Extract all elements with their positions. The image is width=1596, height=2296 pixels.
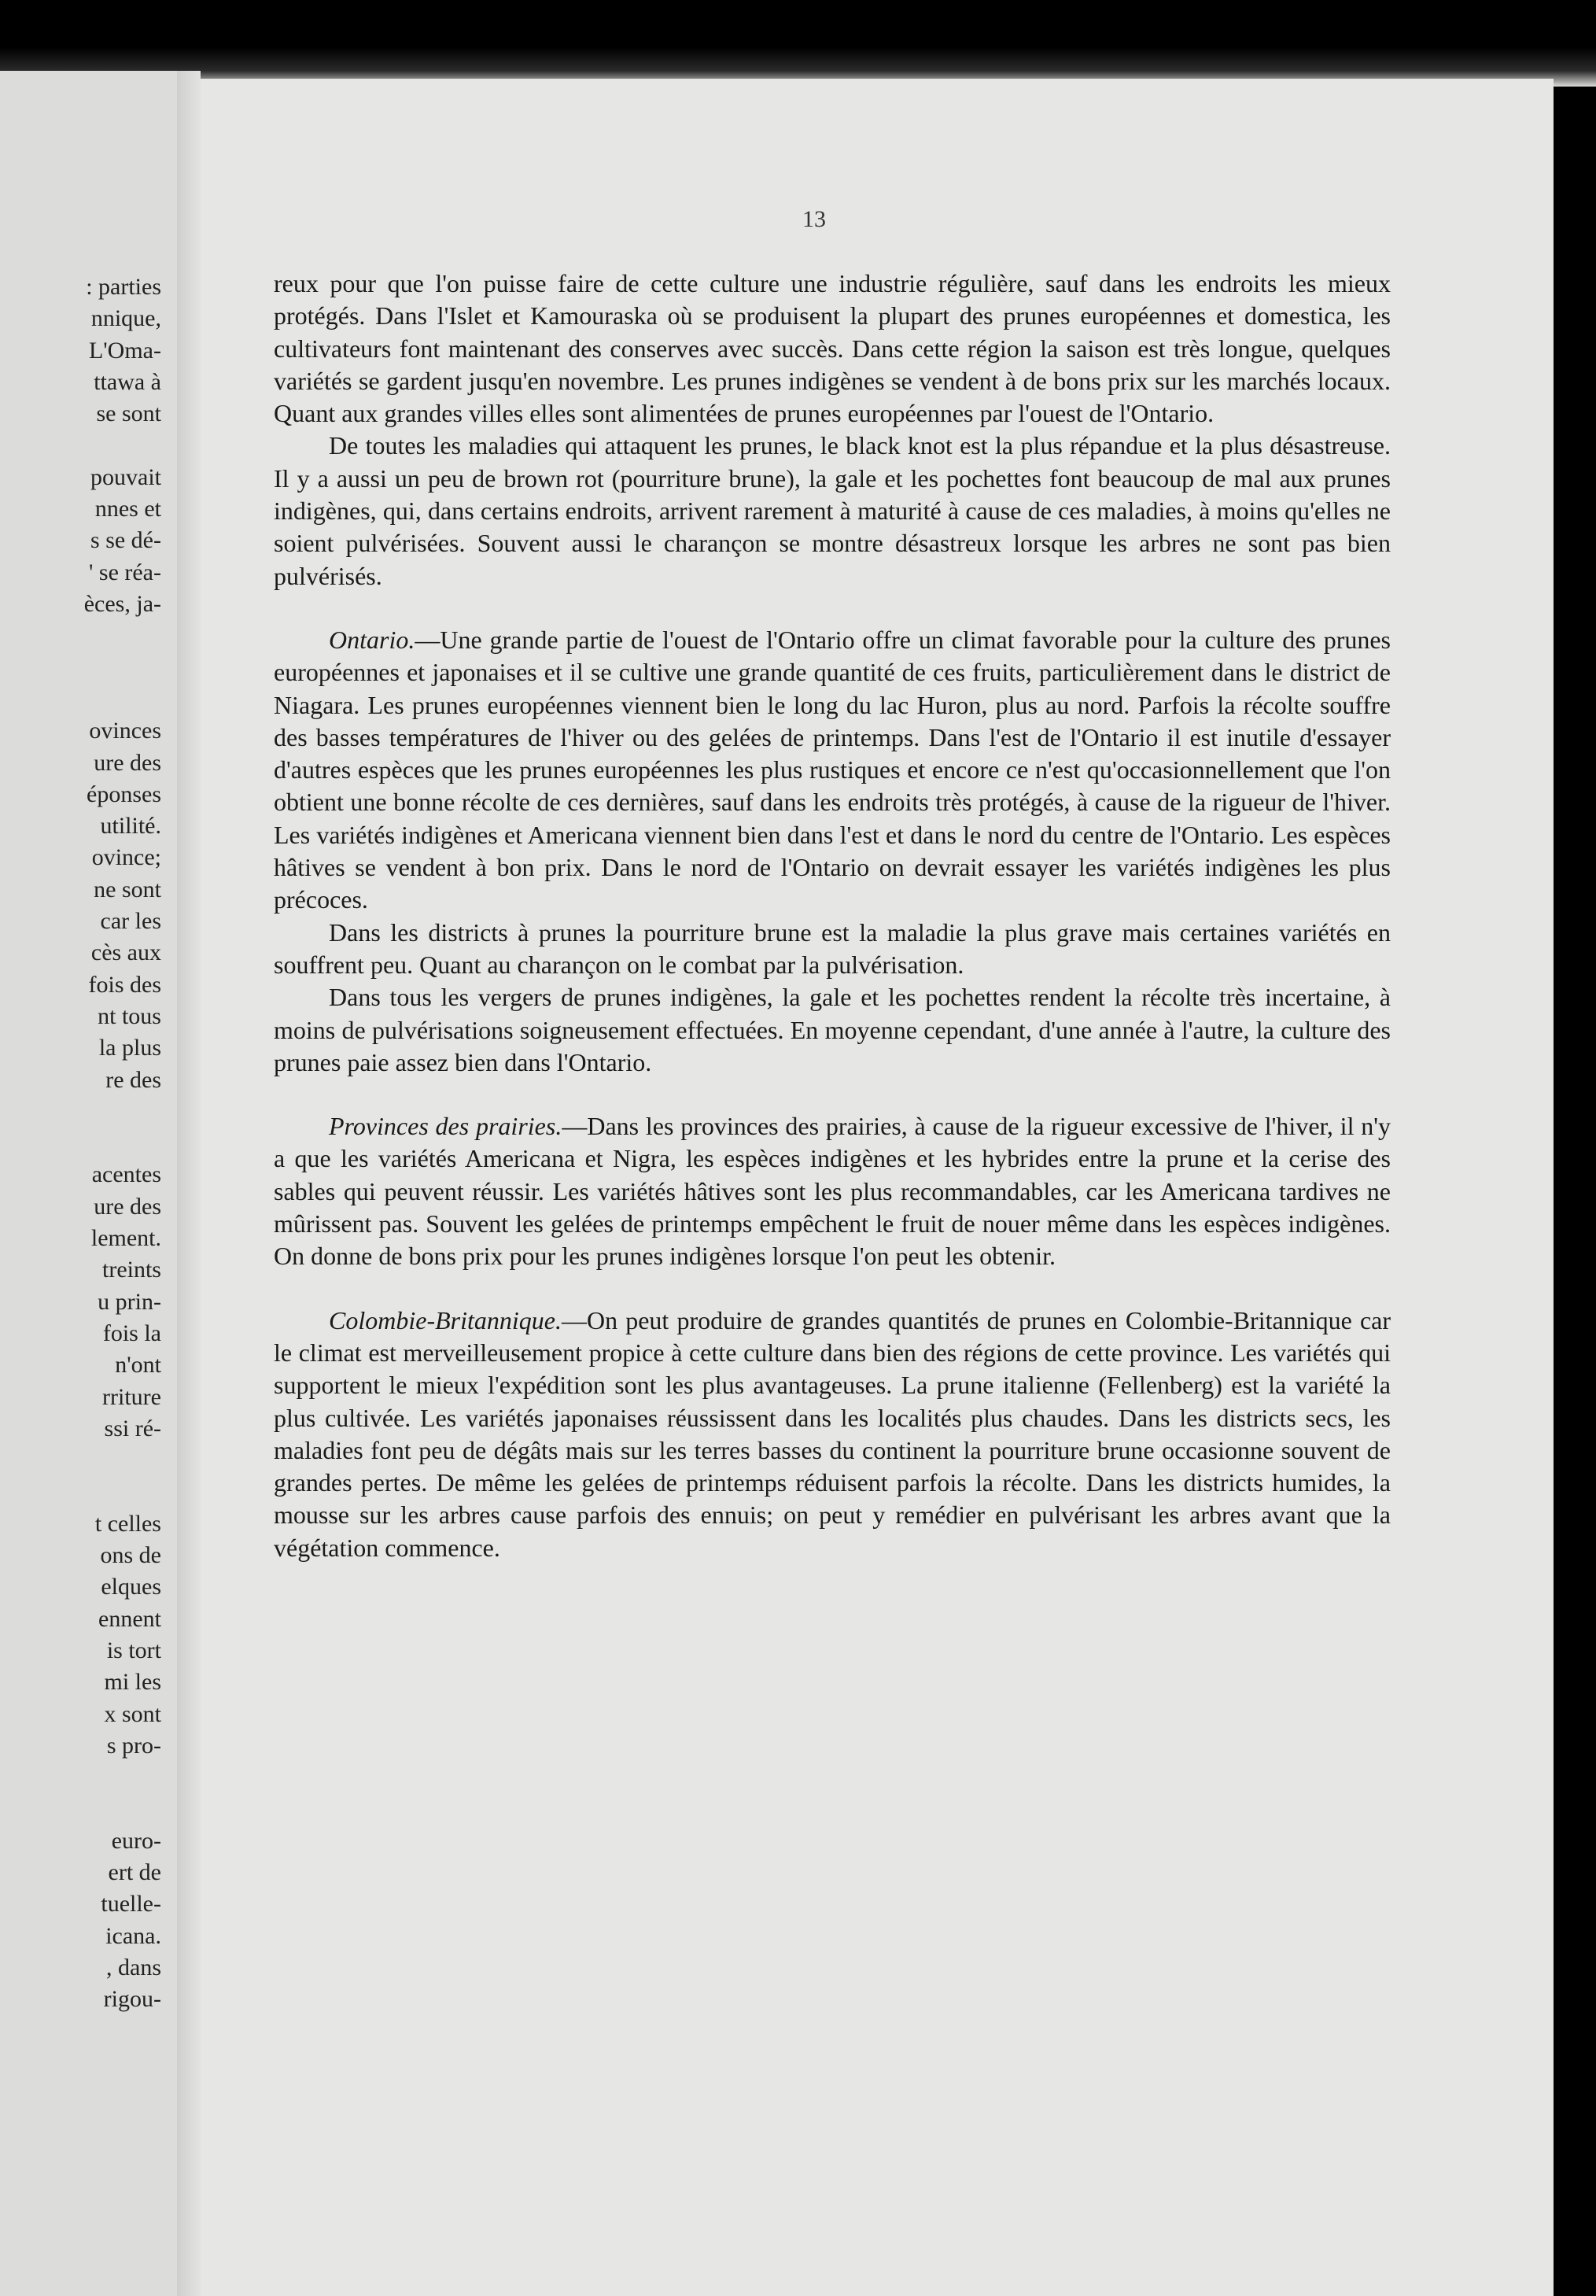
left-page-line: rigou-: [103, 1986, 161, 2013]
paragraph-text: Dans tous les vergers de prunes indigènes, la gale et les pochettes rendent la récolte très incertaine, à moins de pulvérisations soigneusement effectuées. En moyenne cependant, d'une année à l'autre, la culture des prunes paie assez bien dans l'Ontario.: [274, 983, 1391, 1076]
left-page-line: ennent: [98, 1605, 161, 1632]
left-page-line: rriture: [102, 1383, 161, 1410]
left-page-line: cès aux: [90, 939, 161, 966]
paragraph: [274, 624, 1391, 917]
paragraph-text: —On peut produire de grandes quantités de prunes en Colombie-Britannique car le climat est merveilleusement propice à cette culture dans bien des régions de cette province. Les variétés qui supportent le mieux l'expédition sont les plus avantageuses. La prune italienne (Fellenberg) est la variété la plus cultivée. Les variétés japonaises réussissent dans les localités plus chaudes. Dans les districts secs, les maladies font peu de dégâts mais sur les terres basses du continent la pourriture brune occasionne souvent de grandes pertes. De même les gelées de printemps réduisent parfois la récolte. Dans les districts humides, la mousse sur les arbres cause parfois des ennuis; on peut y remédier en pulvérisant les arbres avant que la végétation commence.: [274, 1305, 1391, 1562]
left-page-line: se sont: [96, 401, 161, 427]
left-page-line: re des: [105, 1066, 161, 1093]
left-page-line: ure des: [94, 1193, 161, 1220]
left-page-line: acentes: [91, 1161, 161, 1188]
left-page-line: ovinces: [89, 718, 161, 744]
section-heading: Provinces des prairies.: [329, 1112, 562, 1141]
left-page-line: èces, ja-: [83, 591, 161, 617]
left-page-line: nt tous: [98, 1002, 161, 1029]
left-page-line: , dans: [106, 1954, 161, 1980]
paragraph: [274, 430, 1391, 592]
paragraph-text: reux pour que l'on puisse faire de cette culture une industrie régulière, sauf dans les endroits les mieux protégés. Dans l'Islet et Kamouraska où se produisent la plupart des prunes européennes et domestica, les cultivateurs font maintenant des conserves avec succès. Dans cette région la saison est très longue, quelques variétés se gardent jusqu'en novembre. Les prunes indigènes se vendent à de bons prix sur les marchés locaux. Quant aux grandes villes elles sont alimentées de prunes européennes par l'ouest de l'Ontario.: [274, 269, 1391, 428]
section-gap: [274, 592, 1391, 624]
paragraph: [274, 1110, 1391, 1272]
left-page-line: fois des: [88, 971, 161, 998]
left-page-line: s pro-: [106, 1732, 161, 1759]
left-page-line: fois la: [102, 1320, 161, 1346]
left-page-line: t celles: [94, 1510, 161, 1537]
left-page-line: x sont: [104, 1700, 161, 1727]
section-heading: Colombie-Britannique.: [329, 1305, 562, 1334]
section-gap: [274, 1273, 1391, 1305]
section-gap: [274, 1079, 1391, 1110]
left-page-line: éponses: [87, 781, 161, 807]
left-page-line: elques: [101, 1574, 161, 1600]
left-page-line: nnes et: [94, 496, 161, 522]
left-page-line: ert de: [108, 1859, 161, 1885]
left-page-line: is tort: [106, 1637, 161, 1663]
left-page-line: ons de: [100, 1542, 161, 1568]
left-page-line: lement.: [90, 1225, 161, 1251]
book-gutter: [177, 71, 201, 2296]
left-page-line: icana.: [105, 1922, 161, 1949]
paragraph-text: Dans les districts à prunes la pourriture brune est la maladie la plus grave mais certaines variétés en souffrent peu. Quant au charançon on le combat par la pulvérisation.: [274, 917, 1391, 979]
left-page-line: : parties: [86, 274, 161, 300]
left-page-line: la plus: [98, 1035, 161, 1061]
paragraph-text: —Dans les provinces des prairies, à cause de la rigueur excessive de l'hiver, il n'y a que les variétés Americana et Nigra, les espèces indigènes et les hybrides entre la prune et la cerise des sables qui peuvent réussir. Les variétés hâtives sont les plus recommandables, car les Americana tardives ne mûrissent pas. Souvent les gelées de printemps empêchent le fruit de nouer même dans les espèces indigènes. On donne de bons prix pour les prunes indigènes lorsque l'on peut les obtenir.: [274, 1112, 1391, 1271]
paragraph: [274, 268, 1391, 430]
page-number: 13: [802, 206, 826, 232]
left-page-line: ure des: [94, 749, 161, 776]
paragraph: [274, 917, 1391, 982]
left-page-line: n'ont: [115, 1352, 161, 1379]
paragraph: [274, 981, 1391, 1079]
left-page-line: ssi ré-: [104, 1415, 161, 1441]
left-page-line: pouvait: [90, 463, 161, 490]
paragraph: [274, 1305, 1391, 1564]
left-page-line: ovince;: [91, 844, 161, 871]
left-page-line: ' se réa-: [88, 559, 161, 585]
left-page-line: car les: [100, 908, 161, 934]
paragraph-text: —Une grande partie de l'ouest de l'Ontario offre un climat favorable pour la culture des prunes européennes et japonaises et il se cultive une grande quantité de ces fruits, particulièrement dans le district de Niagara. Les prunes européennes viennent bien le long du lac Huron, plus au nord. Parfois la récolte souffre des basses températures de l'hiver ou des gelées de printemps. Dans l'est de l'Ontario il est inutile d'essayer d'autres espèces que les prunes européennes les plus rustiques et encore ce n'est qu'occasionnellement que l'on obtient une bonne récolte de ces dernières, sauf dans les endroits très protégés, à cause de la rigueur de l'hiver. Les variétés indigènes et Americana viennent bien dans l'est et dans le nord du centre de l'Ontario. Les espèces hâtives se vendent à bon prix. Dans le nord de l'Ontario on devrait essayer les variétés indigènes les plus précoces.: [274, 625, 1391, 914]
left-page-line: s se dé-: [90, 527, 161, 554]
body-text: [274, 268, 1391, 1564]
left-page-line: utilité.: [100, 813, 161, 840]
left-page-line: u prin-: [98, 1288, 161, 1315]
left-page-line: euro-: [111, 1827, 161, 1854]
left-page-line: ne sont: [94, 876, 161, 903]
left-page-line: tuelle-: [101, 1891, 161, 1918]
left-page-line: treints: [102, 1257, 161, 1283]
left-page-fragment: [0, 71, 177, 2296]
section-heading: Ontario.: [329, 625, 415, 654]
left-page-line: nnique,: [90, 305, 161, 332]
paragraph-text: De toutes les maladies qui attaquent les prunes, le black knot est la plus répandue et la plus désastreuse. Il y a aussi un peu de brown rot (pourriture brune), la gale et les pochettes font beaucoup de mal aux prunes indigènes, qui, dans certains endroits, arrivent rarement à maturité à cause de ces maladies, à moins qu'elles ne soient pulvérisées. Souvent aussi le charançon se montre désastreux lorsque les arbres ne sont pas bien pulvérisés.: [274, 431, 1391, 590]
left-page-line: mi les: [104, 1669, 161, 1696]
left-page-line: L'Oma-: [88, 337, 161, 364]
left-page-line: ttawa à: [94, 368, 161, 395]
